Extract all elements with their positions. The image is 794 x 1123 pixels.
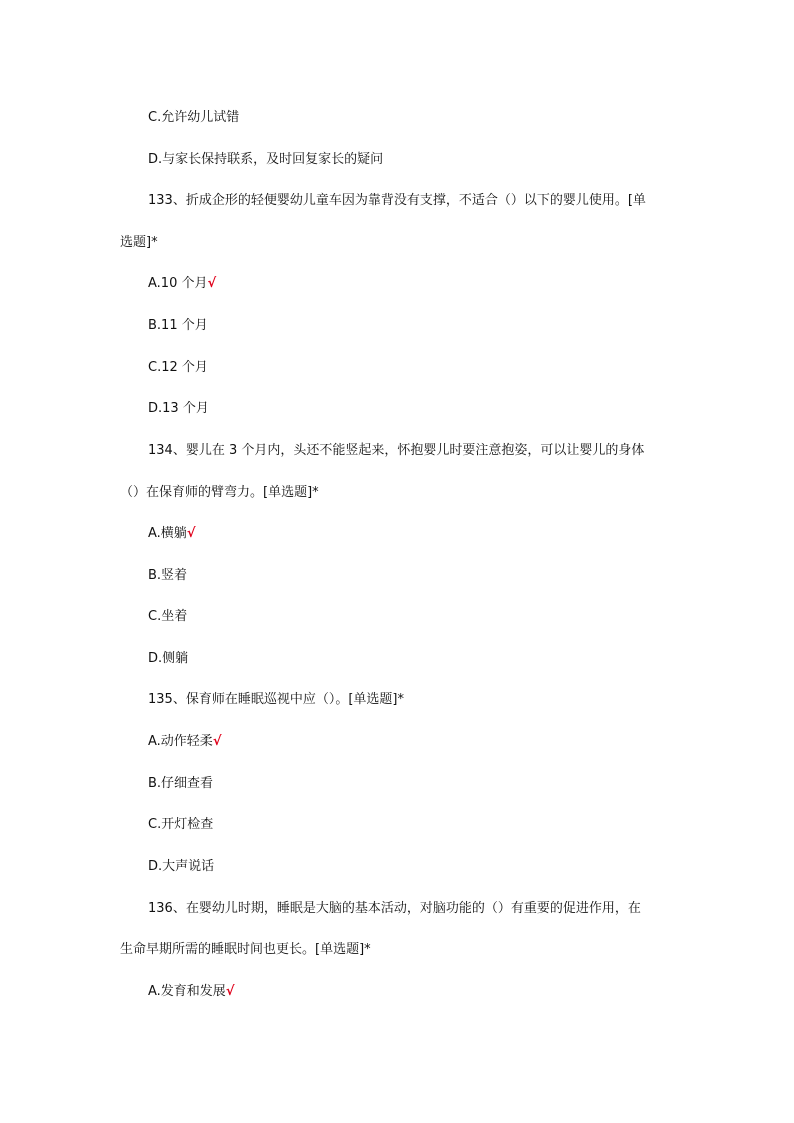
question-134-line-1: 134、婴儿在 3 个月内，头还不能竖起来，怀抱婴儿时要注意抱姿，可以让婴儿的身体: [148, 443, 645, 458]
check-mark-icon: √: [225, 984, 235, 999]
option-b-q135: B.仔细查看: [148, 776, 214, 791]
option-c-q133: C.12 个月: [148, 360, 208, 375]
question-134-line-2: （）在保育师的臂弯力。[单选题]*: [120, 485, 319, 500]
question-135: 135、保育师在睡眠巡视中应（）。[单选题]*: [148, 692, 404, 707]
check-mark-icon: √: [207, 276, 217, 291]
question-136-line-2: 生命早期所需的睡眠时间也更长。[单选题]*: [120, 942, 371, 957]
check-mark-icon: √: [186, 526, 196, 541]
check-mark-icon: √: [212, 734, 222, 749]
option-c-q134: C.坐着: [148, 609, 188, 624]
option-c-q132: C.允许幼儿试错: [148, 110, 240, 125]
question-136-line-1: 136、在婴幼儿时期，睡眠是大脑的基本活动，对脑功能的（）有重要的促进作用，在: [148, 901, 641, 916]
option-b-q133: B.11 个月: [148, 318, 208, 333]
option-d-q134: D.侧躺: [148, 651, 189, 666]
option-a-q134: A.横躺√: [148, 526, 196, 541]
option-c-q135: C.开灯检查: [148, 817, 214, 832]
option-b-q134: B.竖着: [148, 568, 188, 583]
option-a-q133: A.10 个月√: [148, 276, 217, 291]
option-d-q135: D.大声说话: [148, 859, 215, 874]
question-133-line-1: 133、折成企形的轻便婴幼儿童车因为靠背没有支撑，不适合（）以下的婴儿使用。[单: [148, 193, 646, 208]
option-a-q135: A.动作轻柔√: [148, 734, 222, 749]
option-d-q132: D.与家长保持联系，及时回复家长的疑问: [148, 152, 384, 167]
question-133-line-2: 选题]*: [120, 235, 158, 250]
option-d-q133: D.13 个月: [148, 401, 209, 416]
option-a-q136: A.发育和发展√: [148, 984, 235, 999]
